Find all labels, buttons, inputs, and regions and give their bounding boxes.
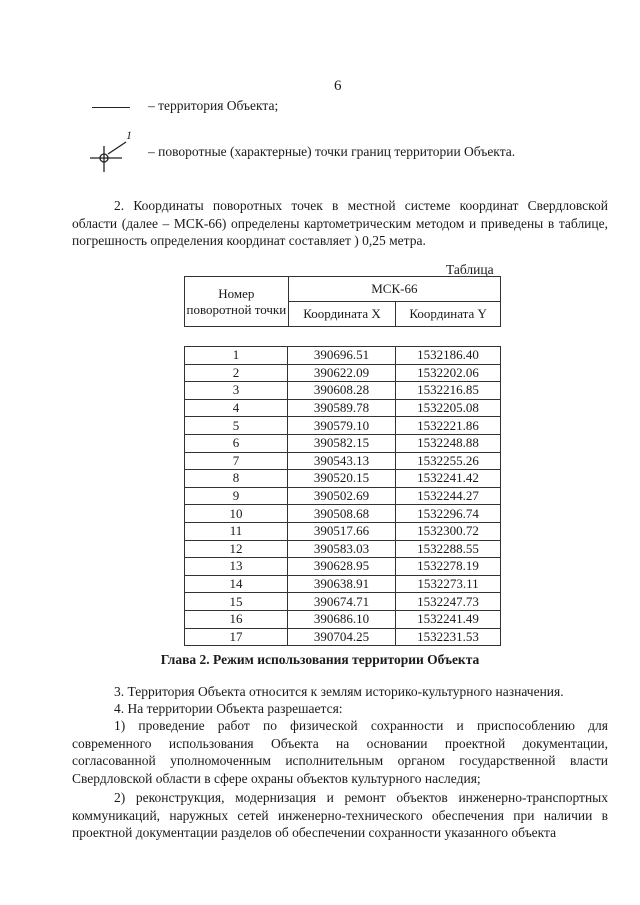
point-number-cell: 4 bbox=[185, 399, 288, 417]
page-number: 6 bbox=[334, 78, 342, 94]
table-row bbox=[185, 487, 501, 505]
coord-x-cell: 390579.10 bbox=[288, 417, 396, 435]
point-number-cell: 7 bbox=[185, 452, 288, 470]
table-row bbox=[185, 417, 501, 435]
table-row bbox=[185, 347, 501, 365]
table-row bbox=[185, 505, 501, 523]
point-number-cell: 10 bbox=[185, 505, 288, 523]
paragraph-3: 3. Территория Объекта относится к землям историко-культурного назначения. bbox=[114, 684, 564, 699]
point-number-cell: 11 bbox=[185, 522, 288, 540]
coord-x-cell: 390583.03 bbox=[288, 540, 396, 558]
header-coord-x: Координата X bbox=[288, 302, 396, 327]
coord-y-cell: 1532273.11 bbox=[395, 575, 500, 593]
coord-y-cell: 1532231.53 bbox=[395, 628, 500, 646]
table-row bbox=[185, 452, 501, 470]
point-number-cell: 6 bbox=[185, 434, 288, 452]
coord-x-cell: 390517.66 bbox=[288, 522, 396, 540]
coord-x-cell: 390704.25 bbox=[288, 628, 396, 646]
table-row bbox=[185, 540, 501, 558]
coord-y-cell: 1532278.19 bbox=[395, 558, 500, 576]
boundary-line-symbol bbox=[92, 107, 130, 108]
coord-y-cell: 1532255.26 bbox=[395, 452, 500, 470]
point-number-cell: 15 bbox=[185, 593, 288, 611]
coordinates-table-header bbox=[184, 276, 501, 327]
coord-y-cell: 1532247.73 bbox=[395, 593, 500, 611]
coord-y-cell: 1532186.40 bbox=[395, 347, 500, 365]
coord-y-cell: 1532221.86 bbox=[395, 417, 500, 435]
point-symbol-label: 1 bbox=[126, 128, 132, 142]
table-row bbox=[185, 470, 501, 488]
coord-x-cell: 390508.68 bbox=[288, 505, 396, 523]
legend-turning-points-text: – поворотные (характерные) точки границ территории Объекта. bbox=[148, 144, 516, 159]
coord-y-cell: 1532288.55 bbox=[395, 540, 500, 558]
paragraph-2: 2. Координаты поворотных точек в местной системе координат Свердловской области (далее – МСК-66) определены картометрическим методом и приведены в таблице, погрешность определения координат составляет ) 0,25 метра. bbox=[72, 198, 608, 248]
coord-x-cell: 390608.28 bbox=[288, 382, 396, 400]
coord-x-cell: 390638.91 bbox=[288, 575, 396, 593]
table-row bbox=[185, 558, 501, 576]
point-number-cell: 17 bbox=[185, 628, 288, 646]
coord-y-cell: 1532248.88 bbox=[395, 434, 500, 452]
coord-x-cell: 390589.78 bbox=[288, 399, 396, 417]
coordinates-table bbox=[184, 346, 501, 646]
point-number-cell: 14 bbox=[185, 575, 288, 593]
point-number-cell: 9 bbox=[185, 487, 288, 505]
point-number-cell: 3 bbox=[185, 382, 288, 400]
point-number-cell: 2 bbox=[185, 364, 288, 382]
turning-point-icon bbox=[86, 128, 138, 174]
coord-y-cell: 1532296.74 bbox=[395, 505, 500, 523]
coord-y-cell: 1532216.85 bbox=[395, 382, 500, 400]
point-number-cell: 13 bbox=[185, 558, 288, 576]
coord-y-cell: 1532202.06 bbox=[395, 364, 500, 382]
coord-x-cell: 390502.69 bbox=[288, 487, 396, 505]
table-row bbox=[185, 575, 501, 593]
table-row bbox=[185, 399, 501, 417]
coord-x-cell: 390543.13 bbox=[288, 452, 396, 470]
list-item-2: 2) реконструкция, модернизация и ремонт объектов инженерно-транспортных коммуникаций, наружных сетей инженерно-технического обеспечения при наличии в проектной документации разделов об обеспечении сохранности указанного объекта bbox=[72, 790, 608, 840]
table-row bbox=[185, 434, 501, 452]
table-row bbox=[185, 522, 501, 540]
table-row bbox=[185, 610, 501, 628]
header-coord-y: Координата Y bbox=[396, 302, 501, 327]
coord-y-cell: 1532205.08 bbox=[395, 399, 500, 417]
table-row bbox=[185, 382, 501, 400]
table-row bbox=[185, 593, 501, 611]
paragraph-4: 4. На территории Объекта разрешается: bbox=[114, 701, 343, 716]
point-number-cell: 1 bbox=[185, 347, 288, 365]
chapter-title: Глава 2. Режим использования территории Объекта bbox=[160, 652, 480, 667]
list-item-1: 1) проведение работ по физической сохранности и приспособлению для современного использования Объекта на основании проектной документации, согласованной уполномоченным исполнительным органом государственной власти Свердловской области в сфере охраны объектов культурного наследия; bbox=[72, 718, 608, 786]
coord-x-cell: 390520.15 bbox=[288, 470, 396, 488]
coord-x-cell: 390582.15 bbox=[288, 434, 396, 452]
header-msk66: МСК-66 bbox=[288, 277, 500, 302]
coord-y-cell: 1532241.42 bbox=[395, 470, 500, 488]
coord-x-cell: 390686.10 bbox=[288, 610, 396, 628]
point-number-cell: 8 bbox=[185, 470, 288, 488]
table-row bbox=[185, 628, 501, 646]
point-number-cell: 12 bbox=[185, 540, 288, 558]
legend-territory-text: – территория Объекта; bbox=[148, 98, 279, 113]
point-number-cell: 16 bbox=[185, 610, 288, 628]
coord-x-cell: 390696.51 bbox=[288, 347, 396, 365]
coord-x-cell: 390674.71 bbox=[288, 593, 396, 611]
coord-y-cell: 1532244.27 bbox=[395, 487, 500, 505]
coord-y-cell: 1532241.49 bbox=[395, 610, 500, 628]
table-row bbox=[185, 364, 501, 382]
coord-y-cell: 1532300.72 bbox=[395, 522, 500, 540]
coord-x-cell: 390622.09 bbox=[288, 364, 396, 382]
header-point-number: Номер поворотной точки bbox=[185, 277, 289, 327]
table-caption: Таблица bbox=[446, 262, 494, 277]
point-number-cell: 5 bbox=[185, 417, 288, 435]
coord-x-cell: 390628.95 bbox=[288, 558, 396, 576]
